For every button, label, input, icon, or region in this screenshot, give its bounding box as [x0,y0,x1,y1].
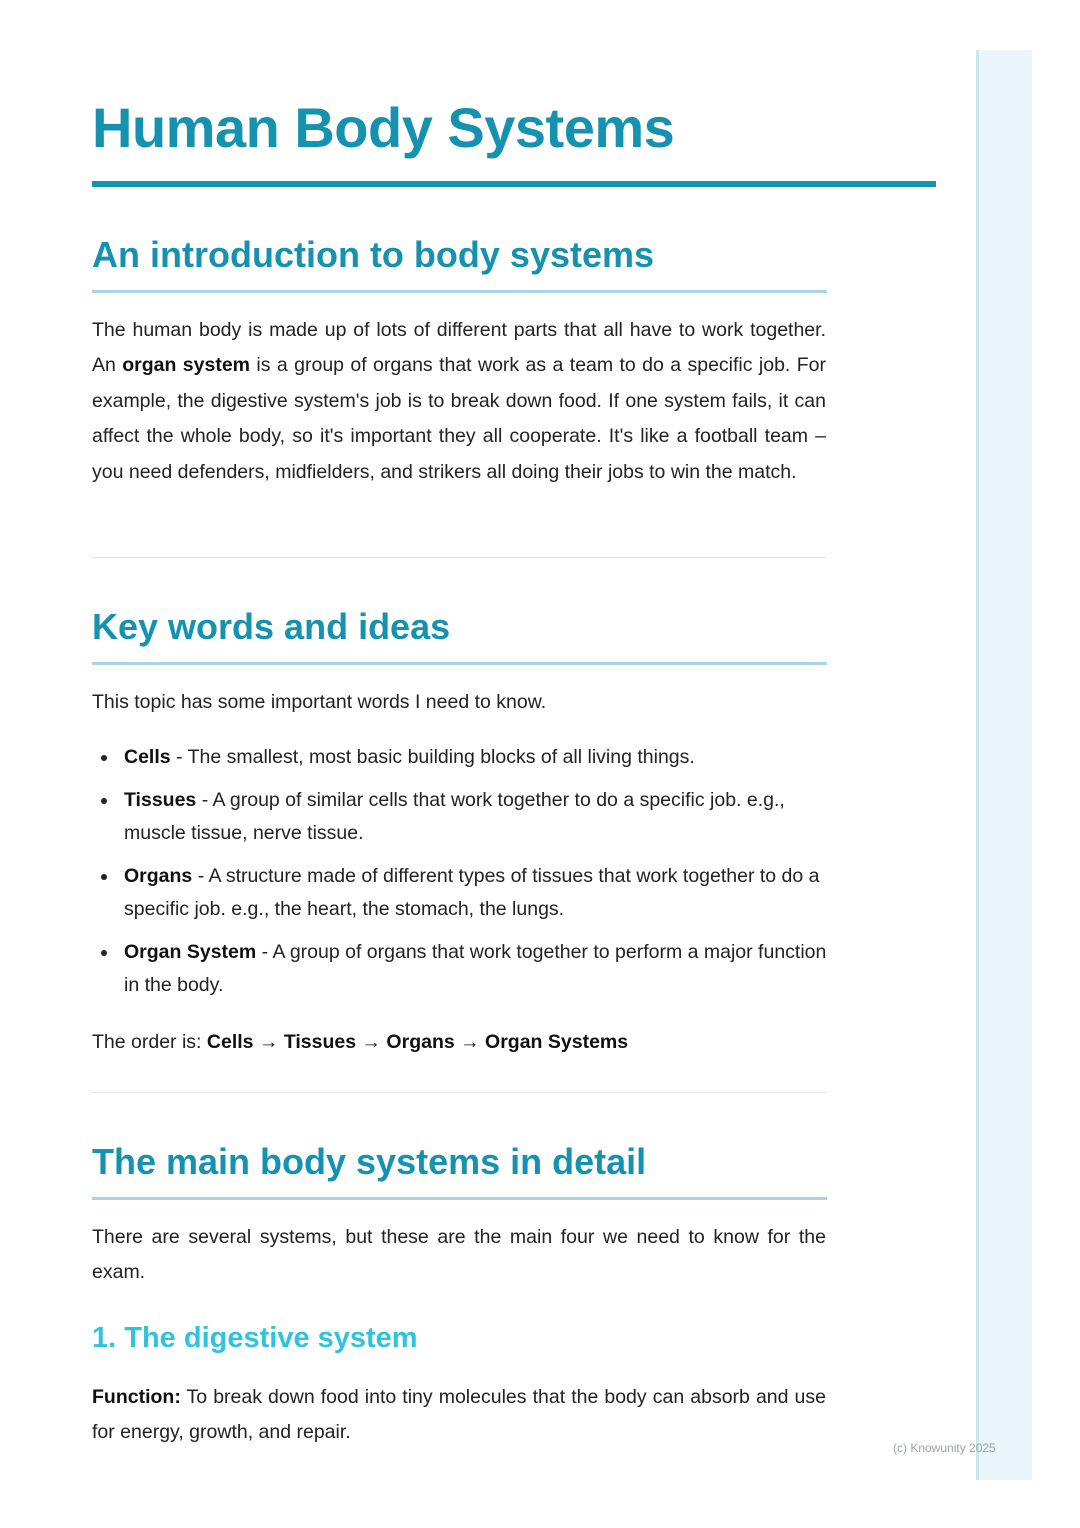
list-item-desc: - A group of similar cells that work together to do a specific job. e.g., muscle tissue, nerve tissue. [124,789,785,844]
list-item [92,860,832,926]
main-heading: The main body systems in detail [92,1141,647,1182]
intro-text-1: The human body is made up of lots of different parts that all have to work together. An [92,319,826,377]
intro-heading: An introduction to body systems [92,234,655,275]
copyright-footer: (c) Knowunity 2025 [893,1441,996,1455]
list-item-desc: - A structure made of different types of tissues that work together to do a specific job. e.g., the heart, the stomach, the lungs. [124,865,820,920]
keywords-heading-rule [92,662,827,665]
section-divider [92,1092,827,1093]
list-item [92,936,832,1002]
list-item-desc: - A group of organs that work together to perform a major function in the body. [124,941,827,996]
function-label: Function: [92,1386,181,1408]
list-item-term: Cells [124,746,171,768]
keywords-intro: This topic has some important words I need to know. [92,691,547,713]
main-intro: There are several systems, but these are the main four we need to know for the exam. [92,1226,826,1284]
main-heading-rule [92,1197,827,1200]
keywords-list [92,741,832,1012]
intro-heading-rule [92,290,827,293]
digestive-function [92,1380,826,1451]
function-text: To break down food into tiny molecules that the body can absorb and use for energy, growth, and repair. [92,1386,826,1444]
side-panel [976,50,1032,1480]
list-item-term: Tissues [124,789,197,811]
list-item [92,741,832,774]
intro-text-bold: organ system [122,354,251,377]
list-item-term: Organs [124,865,193,887]
intro-text-2: is a group of organs that work as a team to do a specific job. For example, the digestive system's job is to break down food. If one system fails, it can affect the whole body, so it's important they all cooperate. It's like a football team – you need defenders, midfielders, and strikers all doing their jobs to win the match. [92,354,826,483]
order-line [92,1025,826,1060]
list-item [92,784,832,850]
page-title: Human Body Systems [92,96,675,159]
order-label: The order is: [92,1031,207,1053]
list-item-term: Organ System [124,941,257,963]
list-item-desc: - The smallest, most basic building blocks of all living things. [170,746,695,768]
intro-paragraph [92,313,826,490]
keywords-heading: Key words and ideas [92,606,451,647]
title-rule [92,181,936,187]
order-value: Cells → Tissues → Organs → Organ Systems [206,1031,629,1053]
section-divider [92,557,827,558]
digestive-heading: 1. The digestive system [92,1322,418,1354]
